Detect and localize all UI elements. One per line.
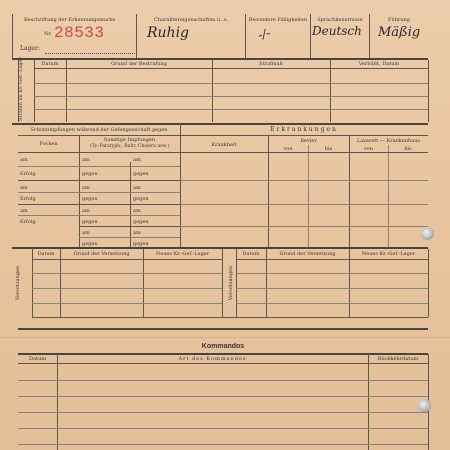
kommandos-col-date: Datum <box>29 356 46 362</box>
paper-fold <box>0 337 450 338</box>
transfers-col-reason-2: Grund der Versetzung <box>279 251 336 257</box>
kommandos-top-rule <box>18 328 428 330</box>
kommandos-title: Kommandos <box>201 343 245 350</box>
penalties-col-date: Datum <box>41 61 59 67</box>
vacc-other-right: gegen <box>133 219 149 225</box>
vacc-pocken-row: am <box>20 185 28 191</box>
transfers-col-camp: Neues Kr.-Gef.-Lager <box>155 251 210 257</box>
leadership-value: Mäßig <box>378 25 421 40</box>
transfers-side-label: Versetzungen <box>15 265 21 301</box>
illnesses-bottom-rule <box>12 247 428 249</box>
vacc-col-pocken: Pocken <box>39 141 58 147</box>
issuing-office-label: Beschriftung der Erkennungsmarke <box>24 17 116 23</box>
illness-col-ward: Revier <box>300 138 317 144</box>
transfers-side-label-2: Versetzungen <box>228 265 234 301</box>
stamped-number: 28533 <box>54 24 105 42</box>
vacc-other-left: gegen <box>82 219 98 225</box>
illnesses-title: Erkrankungen <box>270 126 338 133</box>
vacc-other-right: am <box>133 230 141 236</box>
vacc-col-other-sub: (Ty.-Paratyph., Ruhr, Cholera usw.) <box>89 144 170 149</box>
illness-col-hospital: Lazarett — Krankenhaus <box>357 138 420 144</box>
vacc-other-right: am <box>133 157 141 163</box>
vacc-pocken-row: Erfolg <box>20 171 36 177</box>
skills-value: -/- <box>256 25 272 43</box>
vacc-pocken-row: Erfolg <box>20 196 36 202</box>
skills-label: Besondere Fähigkeiten <box>248 17 308 23</box>
number-label: Nr. <box>44 31 52 37</box>
illness-col-hospital-to: bis <box>404 146 412 152</box>
penalties-col-reason: Grund der Bestrafung <box>111 61 167 67</box>
vacc-other-left: gegen <box>82 241 98 247</box>
transfers-col-date-2: Datum <box>242 251 260 257</box>
vacc-other-left: am <box>82 230 90 236</box>
illness-col-ward-from: von <box>283 146 293 152</box>
penalties-top-rule <box>12 58 428 60</box>
language-value: Deutsch <box>312 24 362 38</box>
kommandos-col-type: Art des Kommandos <box>178 356 247 362</box>
vacc-pocken-row: am <box>20 208 28 214</box>
transfers-col-reason: Grund der Versetzung <box>73 251 130 257</box>
transfers-col-camp-2: Neues Kr.-Gef.-Lager <box>361 251 416 257</box>
vacc-other-left: gegen <box>82 196 98 202</box>
vacc-other-right: gegen <box>133 241 149 247</box>
punch-hole <box>421 227 434 240</box>
penalties-col-measure: Strafmaß <box>259 61 283 67</box>
vacc-pocken-row: am <box>20 157 28 163</box>
penalties-bottom-rule <box>12 123 428 125</box>
punch-hole <box>418 399 431 412</box>
vaccinations-title: Schutzimpfungen während der Gefangenschaft gegen <box>30 127 168 133</box>
vacc-other-right: am <box>133 208 141 214</box>
illness-col-ward-to: bis <box>324 146 333 152</box>
transfers-col-date: Datum <box>37 251 55 257</box>
illness-col-illness: Krankheit <box>211 142 237 148</box>
vacc-other-left: gegen <box>82 171 98 177</box>
kommandos-col-return: Rückkehrdatum <box>377 356 419 362</box>
vacc-other-left: am <box>82 185 90 191</box>
vacc-col-other: Sonstige Impfungen <box>103 137 156 143</box>
left-border <box>12 14 13 60</box>
character-value: Ruhig <box>147 25 190 41</box>
vacc-other-left: am <box>82 208 90 214</box>
leadership-label: Führung <box>388 17 410 23</box>
penalties-side-label: Strafen im Kr.-Gef.-Lager <box>18 57 24 121</box>
character-label: Charaktereigenschaften u. a. <box>154 17 228 23</box>
camp-dotted-line <box>45 53 135 54</box>
vacc-other-left: am <box>82 157 90 163</box>
language-label: Sprachkenntnisse <box>317 17 363 23</box>
illness-col-hospital-from: von <box>363 146 374 152</box>
vacc-other-right: gegen <box>133 171 149 177</box>
penalties-col-served: Verbüßt, Datum <box>358 61 400 67</box>
vacc-pocken-row: Erfolg <box>20 219 36 225</box>
vacc-other-right: am <box>133 185 141 191</box>
vacc-other-right: gegen <box>133 196 149 202</box>
camp-label: Lager: <box>20 45 40 52</box>
